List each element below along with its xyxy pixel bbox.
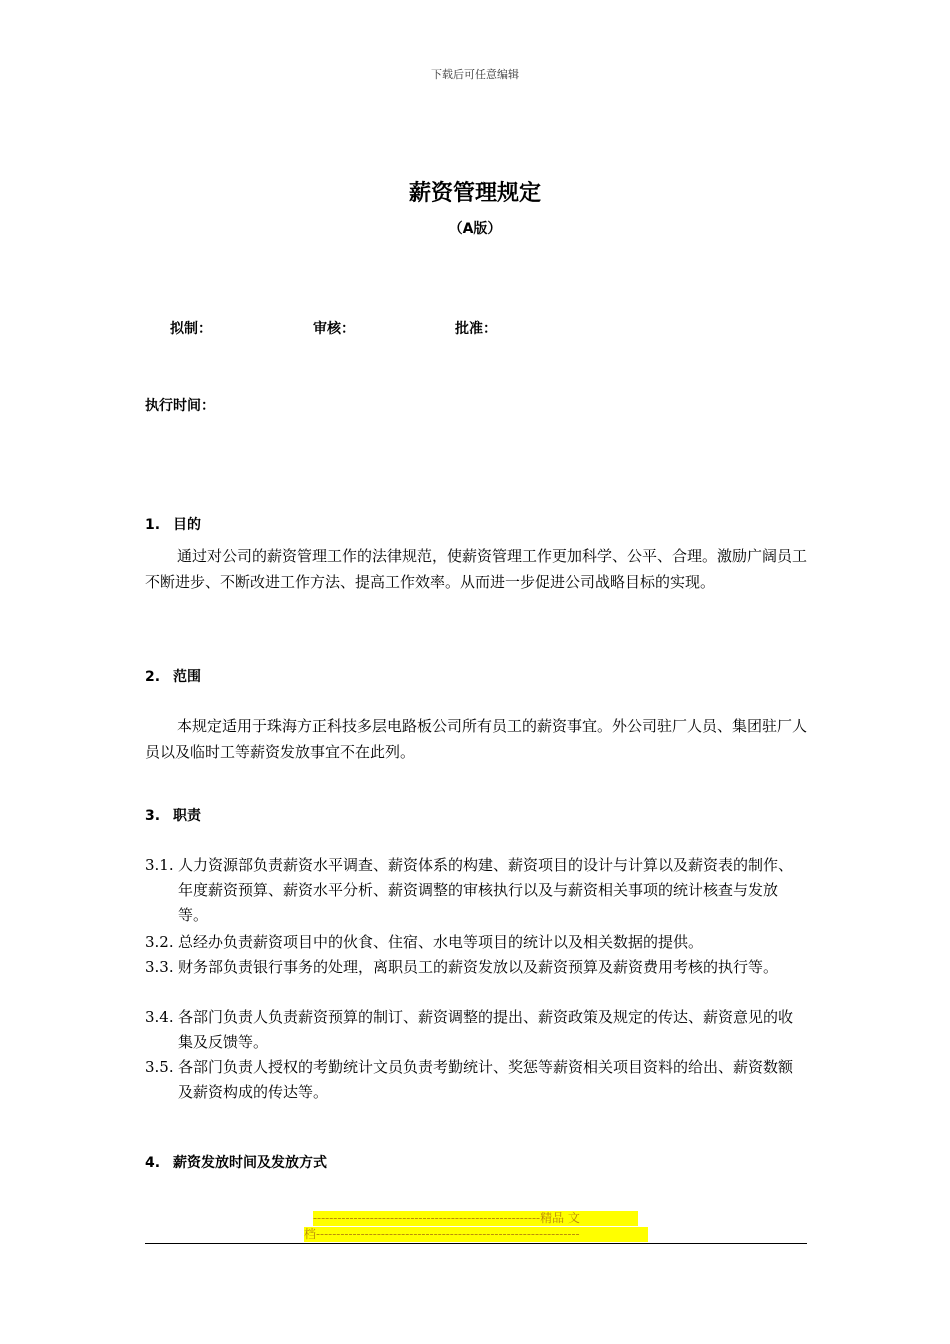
- section-number: 4.: [145, 1155, 161, 1171]
- section-number: 2.: [145, 669, 161, 685]
- section-heading-purpose: [145, 514, 201, 534]
- section-title: 目的: [173, 517, 201, 533]
- signature-approve-label: 批准：: [455, 321, 497, 337]
- item-text: 人力资源部负责薪资水平调查、薪资体系的构建、薪资项目的设计与计算以及薪资表的制作、年度薪资预算、薪资水平分析、薪资调整的审核执行以及与薪资相关事项的统计核查与发放等。: [178, 856, 794, 924]
- section-title: 职责: [173, 808, 201, 824]
- section-heading-scope: [145, 666, 201, 686]
- item-number: 3.5.: [145, 1058, 174, 1076]
- list-item: [145, 853, 807, 928]
- signature-draft-label: 拟制：: [170, 321, 212, 337]
- footer-watermark-line2: 档-----------------------------------------------------------------: [304, 1227, 648, 1242]
- document-version: （A版）: [448, 221, 502, 237]
- footer-watermark-line1: --------------------------------------------------------精品 文: [313, 1211, 638, 1226]
- section-number: 1.: [145, 517, 161, 533]
- list-item: [145, 955, 807, 980]
- list-item: [145, 1005, 807, 1055]
- section-body-purpose: 通过对公司的薪资管理工作的法律规范，使薪资管理工作更加科学、公平、合理。激励广阔员工不断进步、不断改进工作方法、提高工作效率。从而进一步促进公司战略目标的实现。: [145, 547, 808, 591]
- item-text: 各部门负责人负责薪资预算的制订、薪资调整的提出、薪资政策及规定的传达、薪资意见的收集及反馈等。: [178, 1008, 794, 1051]
- item-text: 总经办负责薪资项目中的伙食、住宿、水电等项目的统计以及相关数据的提供。: [178, 933, 704, 951]
- item-number: 3.4.: [145, 1008, 174, 1026]
- document-title: 薪资管理规定: [408, 181, 541, 206]
- page-header-note: 下载后可任意编辑: [431, 68, 519, 81]
- item-text: 各部门负责人授权的考勤统计文员负责考勤统计、奖惩等薪资相关项目资料的给出、薪资数额及薪资构成的传达等。: [178, 1058, 794, 1101]
- item-number: 3.2.: [145, 933, 174, 951]
- execution-time-label: 执行时间：: [145, 398, 215, 414]
- section-heading-responsibilities: [145, 805, 201, 825]
- list-item: [145, 1055, 807, 1105]
- section-title: 范围: [173, 669, 201, 685]
- section-number: 3.: [145, 808, 161, 824]
- section-heading-payment: [145, 1152, 327, 1172]
- section-title: 薪资发放时间及发放方式: [173, 1155, 327, 1171]
- list-item: [145, 930, 807, 955]
- section-body-scope: 本规定适用于珠海方正科技多层电路板公司所有员工的薪资事宜。外公司驻厂人员、集团驻厂人员以及临时工等薪资发放事宜不在此列。: [145, 717, 808, 761]
- item-text: 财务部负责银行事务的处理，离职员工的薪资发放以及薪资预算及薪资费用考核的执行等。: [178, 958, 779, 976]
- footer-divider: [145, 1243, 807, 1244]
- item-number: 3.1.: [145, 856, 174, 874]
- signature-review-label: 审核：: [313, 321, 355, 337]
- item-number: 3.3.: [145, 958, 174, 976]
